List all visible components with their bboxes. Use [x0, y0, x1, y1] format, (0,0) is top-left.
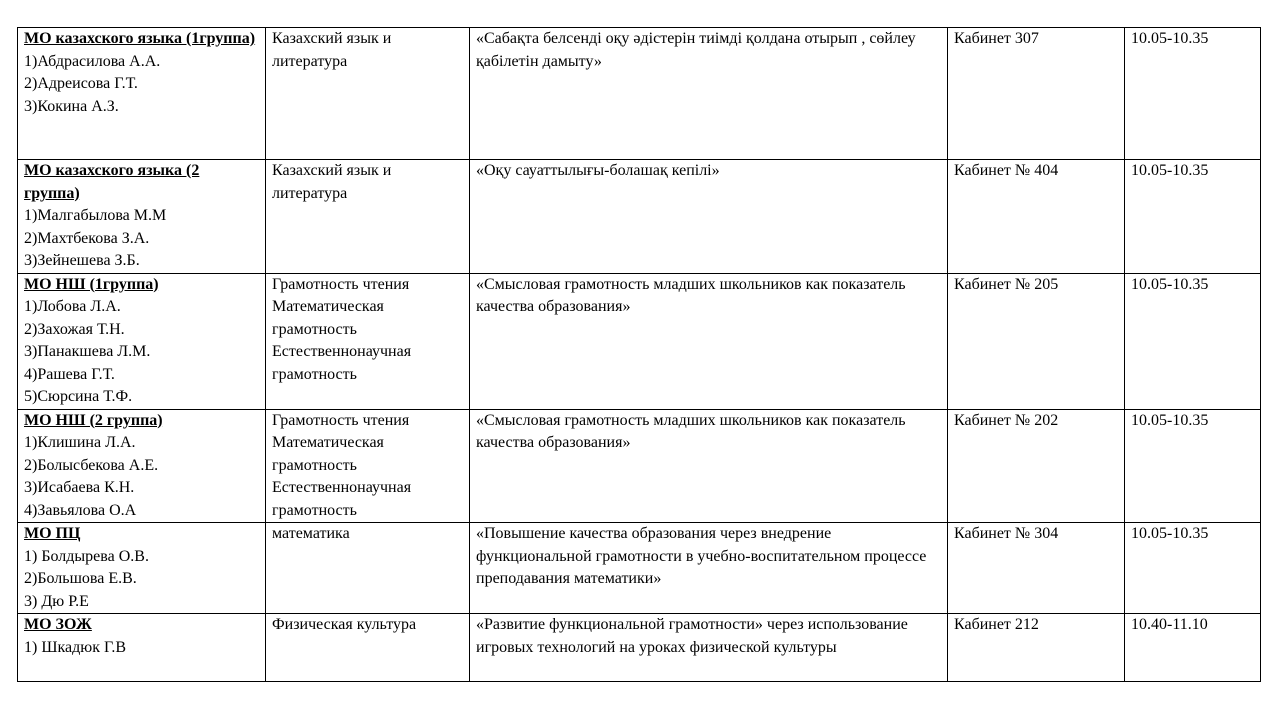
group-cell: [18, 160, 266, 274]
member-name: 1)Абдрасилова А.А.: [24, 52, 161, 70]
topic-text: «Сабақта белсенді оқу әдістерін тиімді қолдана отырып , сөйлеу қабілетін дамыту»: [476, 30, 916, 70]
member-name: 2)Болысбекова А.Е.: [24, 456, 159, 474]
member-name: 3) Дю Р.Е: [24, 592, 89, 610]
subject-text: Казахский язык и литература: [272, 30, 392, 70]
topic-cell: [470, 523, 948, 614]
time-cell: [1125, 409, 1261, 523]
topic-cell: [470, 273, 948, 409]
room-cell: [948, 273, 1125, 409]
table-row: [18, 28, 1261, 160]
topic-text: «Оқу сауаттылығы-болашақ кепілі»: [476, 162, 720, 179]
table-row: [18, 409, 1261, 523]
group-cell: [18, 523, 266, 614]
subject-text: Естественнонаучная грамотность: [272, 479, 412, 519]
member-name: 1)Лобова Л.А.: [24, 298, 121, 315]
table-row: [18, 523, 1261, 614]
member-name: 4)Завьялова О.А: [24, 501, 137, 519]
subject-text: Математическая грамотность: [272, 298, 384, 338]
room-cell: [948, 614, 1125, 682]
member-name: 1)Малгабылова М.М: [24, 207, 167, 224]
member-name: 1)Клишина Л.А.: [24, 434, 136, 451]
time-text: 10.05-10.35: [1131, 275, 1209, 293]
time-text: 10.40-11.10: [1131, 616, 1208, 633]
member-name: 2)Адреисова Г.Т.: [24, 75, 138, 92]
room-cell: [948, 409, 1125, 523]
room-text: Кабинет 212: [954, 616, 1039, 633]
room-text: Кабинет № 304: [954, 525, 1059, 542]
room-text: Кабинет № 202: [954, 411, 1059, 429]
topic-text: «Смысловая грамотность младших школьников как показатель качества образования»: [476, 411, 906, 451]
member-name: 3)Панакшева Л.М.: [24, 343, 151, 360]
schedule-table: [17, 27, 1261, 682]
table-row: [18, 273, 1261, 409]
member-name: 4)Рашева Г.Т.: [24, 365, 115, 383]
subject-cell: [266, 273, 470, 409]
member-name: 2)Махтбекова З.А.: [24, 229, 150, 247]
subject-text: Грамотность чтения: [272, 275, 410, 293]
member-name: 2)Большова Е.В.: [24, 570, 137, 587]
table-row: [18, 614, 1261, 682]
time-text: 10.05-10.35: [1131, 162, 1209, 179]
group-title: МО НШ (1группа): [24, 275, 159, 293]
group-title: МО ЗОЖ: [24, 616, 92, 633]
group-cell: [18, 409, 266, 523]
topic-cell: [470, 409, 948, 523]
subject-text: Казахский язык и литература: [272, 162, 392, 202]
topic-text: «Развитие функциональной грамотности» через использование игровых технологий на уроках физической культуры: [476, 616, 908, 656]
topic-cell: [470, 28, 948, 160]
group-cell: [18, 614, 266, 682]
subject-cell: [266, 160, 470, 274]
subject-text: Естественнонаучная грамотность: [272, 343, 412, 383]
subject-cell: [266, 409, 470, 523]
time-cell: [1125, 273, 1261, 409]
subject-text: Математическая грамотность: [272, 434, 384, 474]
subject-cell: [266, 614, 470, 682]
room-cell: [948, 523, 1125, 614]
time-cell: [1125, 28, 1261, 160]
group-title: МО казахского языка (2 группа): [24, 162, 200, 202]
subject-cell: [266, 28, 470, 160]
subject-cell: [266, 523, 470, 614]
member-name: 1) Болдырева О.В.: [24, 547, 149, 565]
member-name: 3)Зейнешева З.Б.: [24, 252, 140, 269]
group-title: МО ПЦ: [24, 525, 81, 542]
time-text: 10.05-10.35: [1131, 525, 1209, 542]
member-name: 2)Захожая Т.Н.: [24, 320, 125, 338]
group-cell: [18, 28, 266, 160]
topic-text: «Повышение качества образования через внедрение функциональной грамотности в учебно-воспитательном процессе преподавания математики»: [476, 525, 927, 587]
group-cell: [18, 273, 266, 409]
topic-text: «Смысловая грамотность младших школьников как показатель качества образования»: [476, 275, 906, 315]
member-name: 1) Шкадюк Г.В: [24, 638, 127, 656]
subject-text: Грамотность чтения: [272, 411, 410, 429]
member-name: 5)Сюрсина Т.Ф.: [24, 388, 133, 405]
subject-text: Физическая культура: [272, 616, 417, 633]
time-cell: [1125, 160, 1261, 274]
room-cell: [948, 160, 1125, 274]
table-row: [18, 160, 1261, 274]
room-cell: [948, 28, 1125, 160]
group-title: МО казахского языка (1группа): [24, 30, 256, 47]
time-cell: [1125, 614, 1261, 682]
subject-text: математика: [272, 525, 350, 542]
room-text: Кабинет № 404: [954, 162, 1059, 179]
time-cell: [1125, 523, 1261, 614]
member-name: 3)Исабаева К.Н.: [24, 479, 135, 496]
group-title: МО НШ (2 группа): [24, 411, 163, 429]
topic-cell: [470, 160, 948, 274]
room-text: Кабинет № 205: [954, 275, 1059, 293]
room-text: Кабинет 307: [954, 30, 1039, 47]
time-text: 10.05-10.35: [1131, 411, 1209, 429]
time-text: 10.05-10.35: [1131, 30, 1209, 47]
topic-cell: [470, 614, 948, 682]
member-name: 3)Кокина А.З.: [24, 97, 119, 115]
